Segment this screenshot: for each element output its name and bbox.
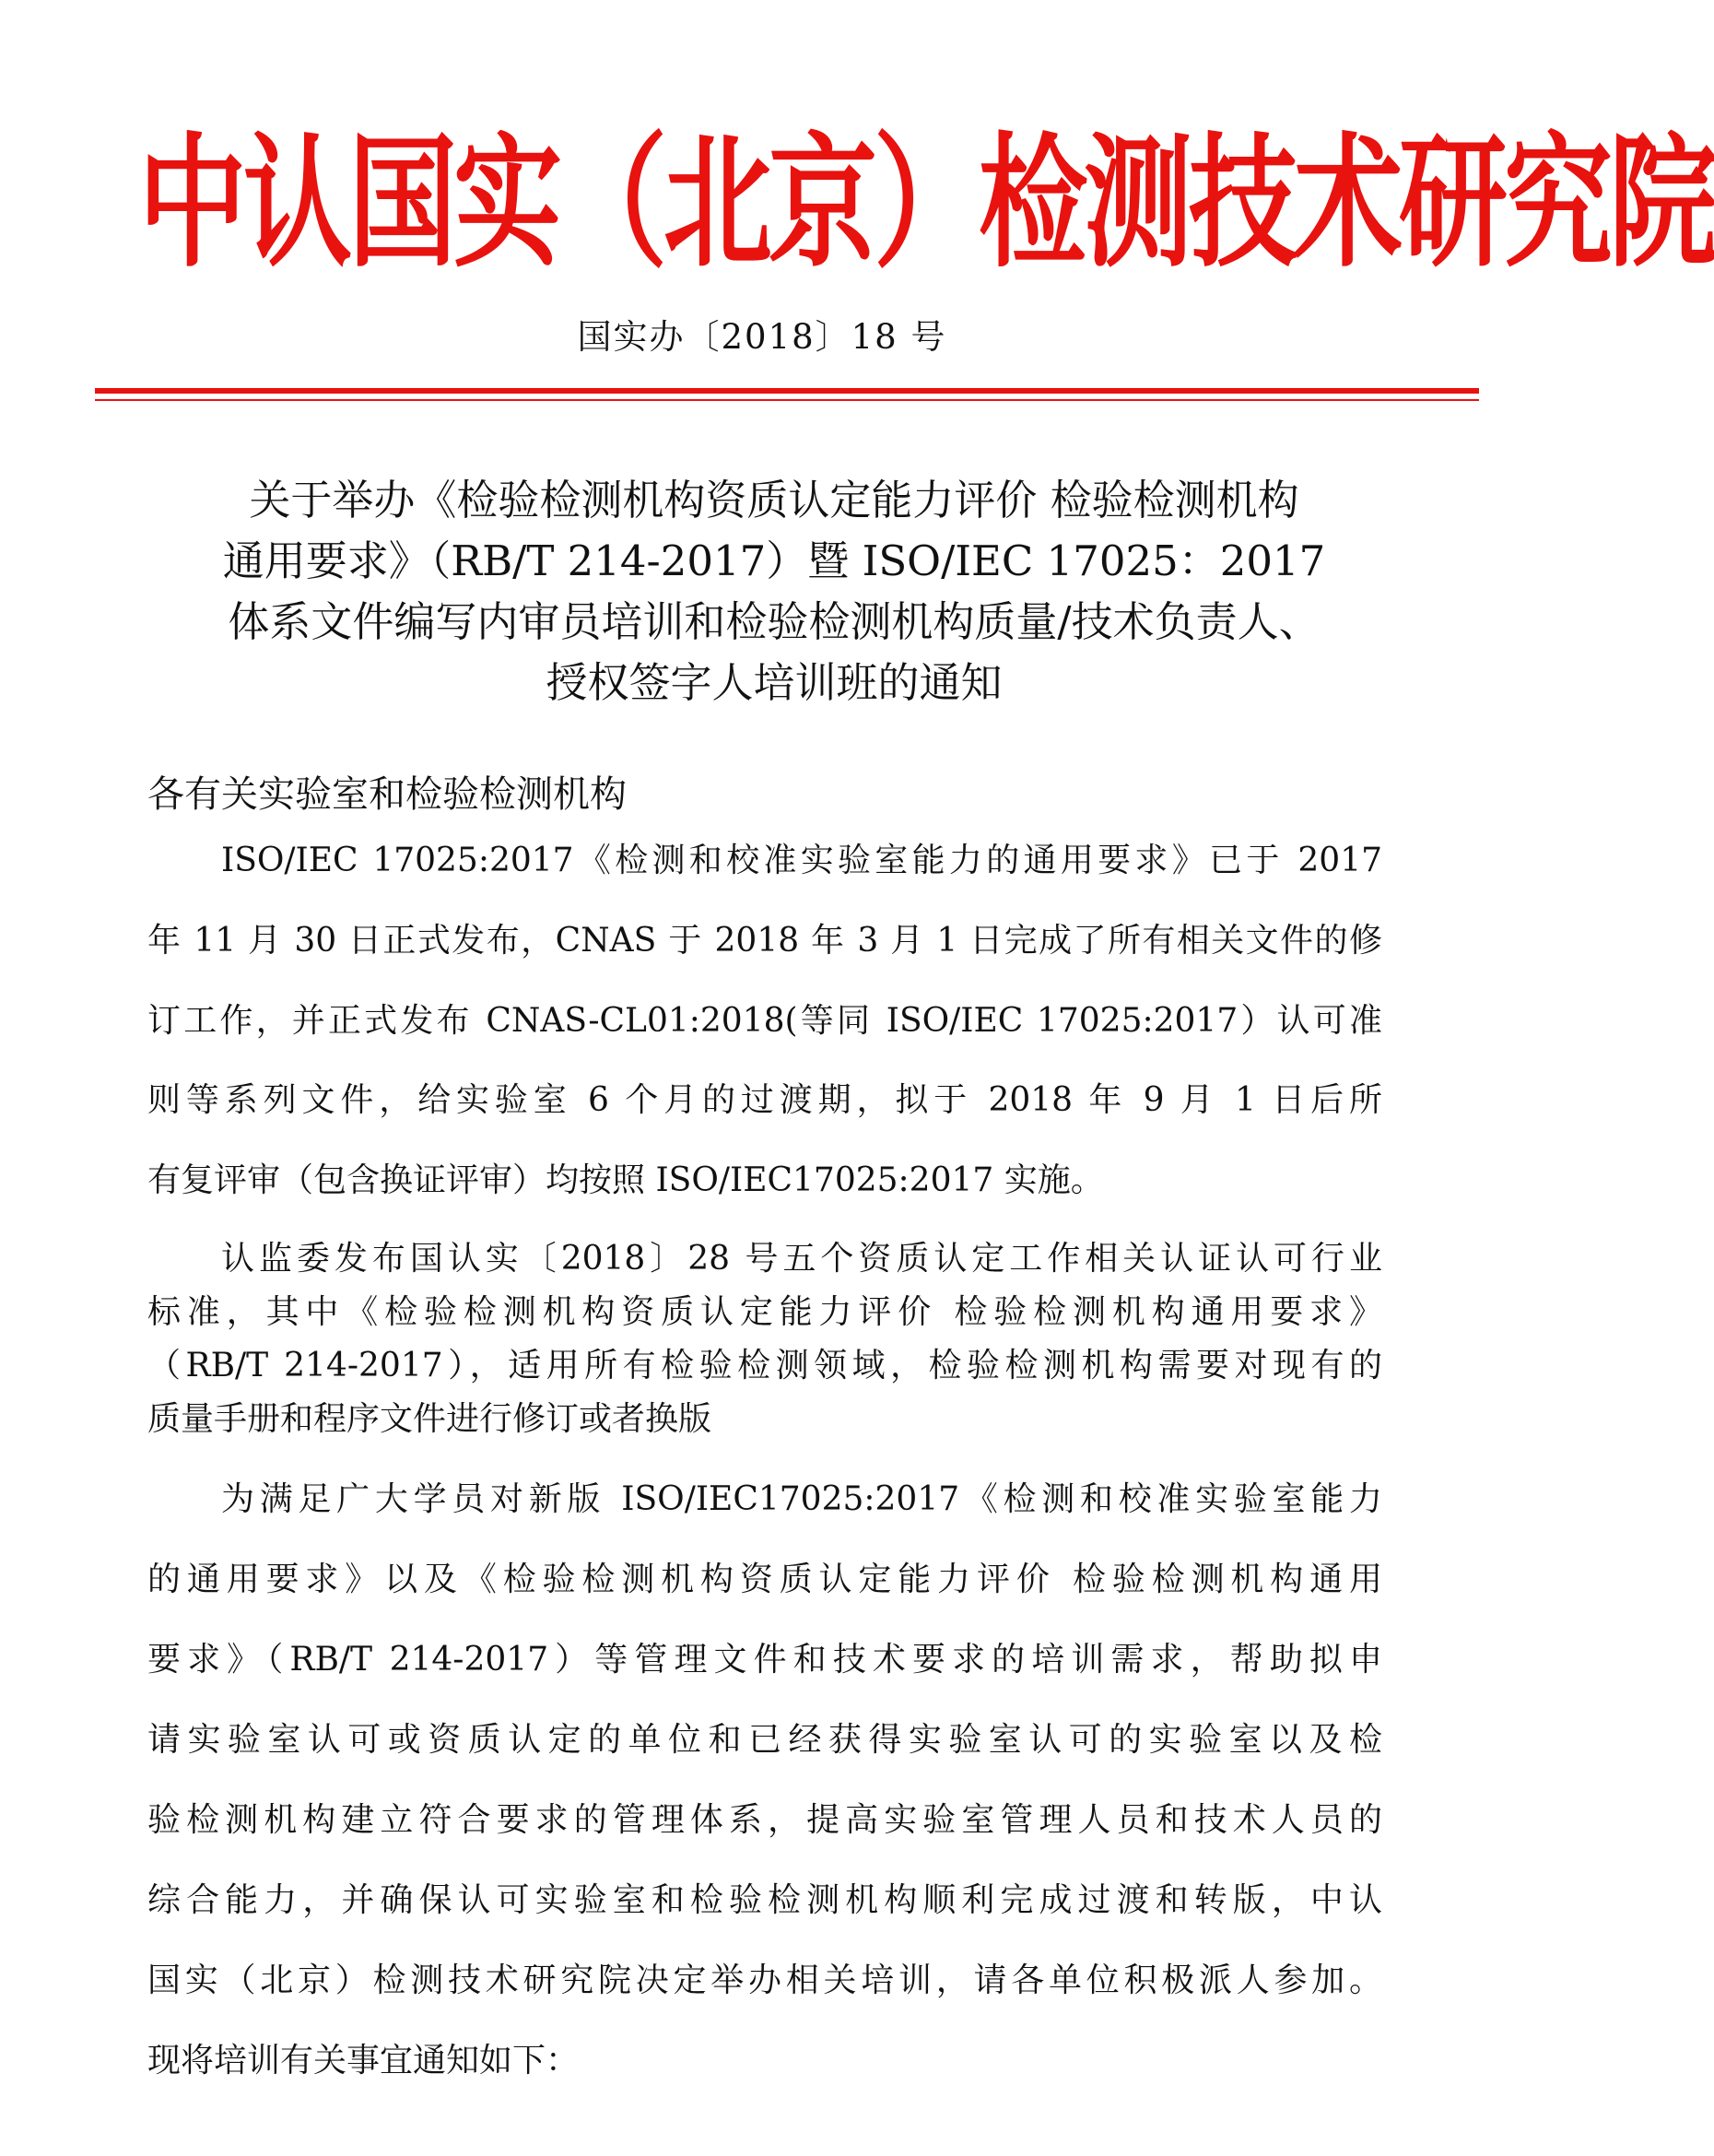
paragraph-line: 综合能力，并确保认可实验室和检验检测机构顺利完成过渡和转版，中认 xyxy=(147,1881,1382,1919)
red-divider-thick xyxy=(95,388,1479,394)
org-title: 中认国实（北京）检测技术研究院 xyxy=(138,118,1714,288)
paragraph-line: （RB/T 214-2017），适用所有检验检测领域，检验检测机构需要对现有的 xyxy=(147,1347,1382,1384)
salutation: 各有关实验室和检验检测机构 xyxy=(147,773,627,816)
notice-title xyxy=(129,470,1419,713)
paragraph-line: 现将培训有关事宜通知如下： xyxy=(147,2042,580,2079)
notice-title-line: 关于举办《检验检测机构资质认定能力评价 检验检测机构 xyxy=(249,476,1299,524)
paragraph-line: 年 11 月 30 日正式发布，CNAS 于 2018 年 3 月 1 日完成了所有相关文件的修 xyxy=(147,922,1382,960)
document-number: 国实办〔2018〕18 号 xyxy=(577,317,947,357)
notice-title-line: 通用要求》（RB/T 214-2017）暨 ISO/IEC 17025：2017 xyxy=(222,536,1326,585)
paragraph-line: 有复评审（包含换证评审）均按照 ISO/IEC17025:2017 实施。 xyxy=(147,1161,1104,1199)
paragraph-line: 为满足广大学员对新版 ISO/IEC17025:2017《检测和校准实验室能力 xyxy=(221,1480,1382,1518)
paragraph-line: 认监委发布国认实〔2018〕28 号五个资质认定工作相关认证认可行业 xyxy=(221,1240,1382,1278)
paragraph-line: 验检测机构建立符合要求的管理体系，提高实验室管理人员和技术人员的 xyxy=(147,1801,1382,1839)
paragraph-line: 要求》（RB/T 214-2017）等管理文件和技术要求的培训需求，帮助拟申 xyxy=(147,1641,1382,1679)
paragraph-line: ISO/IEC 17025:2017《检测和校准实验室能力的通用要求》已于 2017 xyxy=(221,842,1382,879)
paragraph-line: 则等系列文件，给实验室 6 个月的过渡期，拟于 2018 年 9 月 1 日后所 xyxy=(147,1081,1382,1119)
paragraph-line: 请实验室认可或资质认定的单位和已经获得实验室认可的实验室以及检 xyxy=(147,1721,1382,1759)
paragraph-line: 标准，其中《检验检测机构资质认定能力评价 检验检测机构通用要求》 xyxy=(147,1293,1382,1331)
paragraph-line: 订工作，并正式发布 CNAS-CL01:2018(等同 ISO/IEC 17025:2017）认可准 xyxy=(147,1002,1382,1040)
notice-title-line: 体系文件编写内审员培训和检验检测机构质量/技术负责人、 xyxy=(228,597,1321,646)
paragraph-line: 国实（北京）检测技术研究院决定举办相关培训，请各单位积极派人参加。 xyxy=(147,1962,1382,1999)
paragraph-line: 的通用要求》以及《检验检测机构资质认定能力评价 检验检测机构通用 xyxy=(147,1561,1382,1598)
paragraph-line: 质量手册和程序文件进行修订或者换版 xyxy=(147,1400,712,1438)
notice-title-line: 授权签字人培训班的通知 xyxy=(546,658,1003,707)
red-divider-thin xyxy=(95,399,1479,401)
